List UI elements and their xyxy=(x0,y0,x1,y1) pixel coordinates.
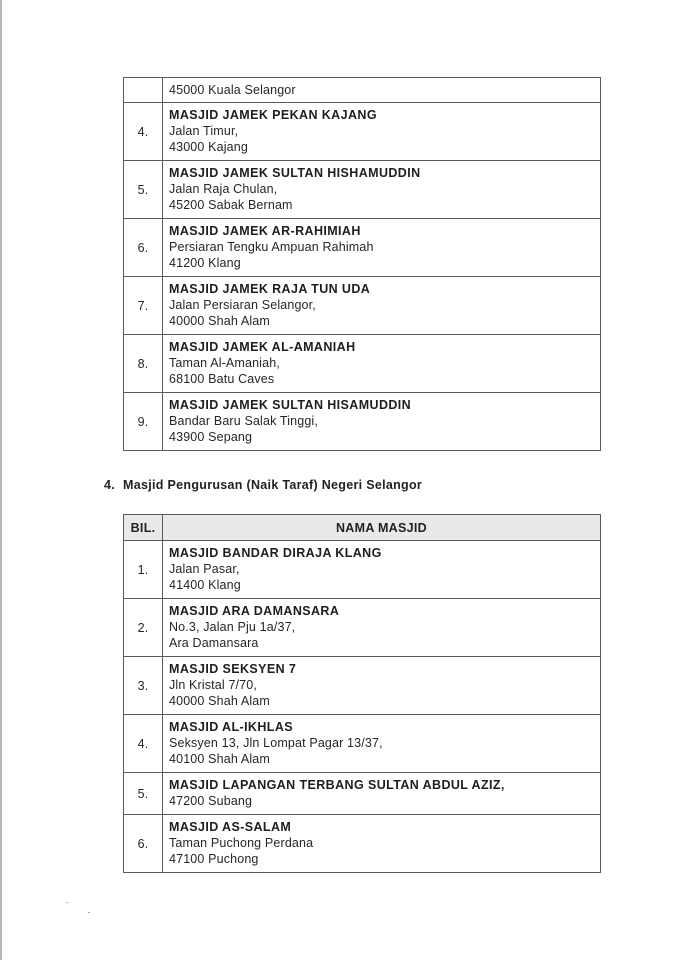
mosque-name: MASJID AL-IKHLAS xyxy=(169,720,293,734)
mosque-entry xyxy=(163,393,601,451)
mosque-entry xyxy=(163,815,601,873)
mosque-address-line: 40000 Shah Alam xyxy=(169,694,270,708)
mosque-name: MASJID LAPANGAN TERBANG SULTAN ABDUL AZIZ, xyxy=(169,778,505,792)
mosque-name: MASJID JAMEK AL-AMANIAH xyxy=(169,340,356,354)
mosque-name: MASJID JAMEK PEKAN KAJANG xyxy=(169,108,377,122)
mosque-address-line: Seksyen 13, Jln Lompat Pagar 13/37, xyxy=(169,736,383,750)
mosque-name: MASJID JAMEK RAJA TUN UDA xyxy=(169,282,371,296)
mosque-entry xyxy=(163,103,601,161)
mosque-address-line: 41400 Klang xyxy=(169,578,241,592)
mosque-entry xyxy=(163,657,601,715)
mosque-entry xyxy=(163,219,601,277)
row-number: 1. xyxy=(124,541,163,599)
section-title: Masjid Pengurusan (Naik Taraf) Negeri Selangor xyxy=(123,478,423,492)
mosque-name: MASJID BANDAR DIRAJA KLANG xyxy=(169,546,382,560)
row-number: 6. xyxy=(124,219,163,277)
mosque-address-line: 43000 Kajang xyxy=(169,140,248,154)
row-number: 5. xyxy=(124,773,163,815)
mosque-entry xyxy=(163,161,601,219)
mosque-address-line: 45200 Sabak Bernam xyxy=(169,198,293,212)
mosque-address-line: No.3, Jalan Pju 1a/37, xyxy=(169,620,296,634)
mosque-address-line: 43900 Sepang xyxy=(169,430,253,444)
row-number: 6. xyxy=(124,815,163,873)
mosque-table-section-4 xyxy=(123,514,601,873)
mosque-name: MASJID JAMEK SULTAN HISHAMUDDIN xyxy=(169,166,421,180)
table-row xyxy=(124,773,601,815)
mosque-address-line: Jalan Pasar, xyxy=(169,562,240,576)
mosque-address-line: 45000 Kuala Selangor xyxy=(163,78,601,103)
mosque-entry xyxy=(163,277,601,335)
table-row xyxy=(124,393,601,451)
column-header-nama-masjid: NAMA MASJID xyxy=(163,515,601,541)
page-edge xyxy=(0,0,2,960)
table-row xyxy=(124,78,601,103)
mosque-address-line: Jalan Persiaran Selangor, xyxy=(169,298,316,312)
scan-speck xyxy=(88,912,90,913)
table-row xyxy=(124,815,601,873)
row-number: 9. xyxy=(124,393,163,451)
mosque-entry xyxy=(163,541,601,599)
row-number: 4. xyxy=(124,103,163,161)
mosque-name: MASJID JAMEK SULTAN HISAMUDDIN xyxy=(169,398,412,412)
table-row xyxy=(124,657,601,715)
mosque-address-line: 40100 Shah Alam xyxy=(169,752,270,766)
table-row xyxy=(124,219,601,277)
row-number: 3. xyxy=(124,657,163,715)
section-heading xyxy=(104,478,422,492)
mosque-address-line: 68100 Batu Caves xyxy=(169,372,275,386)
table-row xyxy=(124,599,601,657)
table-row xyxy=(124,335,601,393)
mosque-address-line: Ara Damansara xyxy=(169,636,259,650)
row-number: 2. xyxy=(124,599,163,657)
mosque-address-line: Jalan Raja Chulan, xyxy=(169,182,278,196)
table-row xyxy=(124,161,601,219)
row-number xyxy=(124,78,163,103)
mosque-address-line: Bandar Baru Salak Tinggi, xyxy=(169,414,318,428)
table-header-row xyxy=(124,515,601,541)
mosque-entry xyxy=(163,599,601,657)
row-number: 8. xyxy=(124,335,163,393)
mosque-entry xyxy=(163,335,601,393)
scan-speck xyxy=(66,902,68,903)
mosque-address-line: Persiaran Tengku Ampuan Rahimah xyxy=(169,240,374,254)
mosque-address-line: Taman Al-Amaniah, xyxy=(169,356,280,370)
mosque-address-line: Taman Puchong Perdana xyxy=(169,836,314,850)
mosque-table-continued xyxy=(123,77,601,451)
mosque-address-line: 41200 Klang xyxy=(169,256,241,270)
mosque-address-line: 47200 Subang xyxy=(169,794,253,808)
table-row xyxy=(124,103,601,161)
table-row xyxy=(124,277,601,335)
row-number: 4. xyxy=(124,715,163,773)
table-row xyxy=(124,541,601,599)
row-number: 5. xyxy=(124,161,163,219)
section-number: 4. xyxy=(104,478,116,492)
table-row xyxy=(124,715,601,773)
mosque-address-line: 47100 Puchong xyxy=(169,852,259,866)
mosque-name: MASJID JAMEK AR-RAHIMIAH xyxy=(169,224,361,238)
mosque-name: MASJID SEKSYEN 7 xyxy=(169,662,297,676)
mosque-entry xyxy=(163,715,601,773)
mosque-name: MASJID ARA DAMANSARA xyxy=(169,604,340,618)
row-number: 7. xyxy=(124,277,163,335)
mosque-name: MASJID AS-SALAM xyxy=(169,820,292,834)
mosque-entry xyxy=(163,773,601,815)
column-header-bil: BIL. xyxy=(124,515,163,541)
mosque-address-line: 40000 Shah Alam xyxy=(169,314,270,328)
mosque-address-line: Jln Kristal 7/70, xyxy=(169,678,258,692)
mosque-address-line: Jalan Timur, xyxy=(169,124,239,138)
